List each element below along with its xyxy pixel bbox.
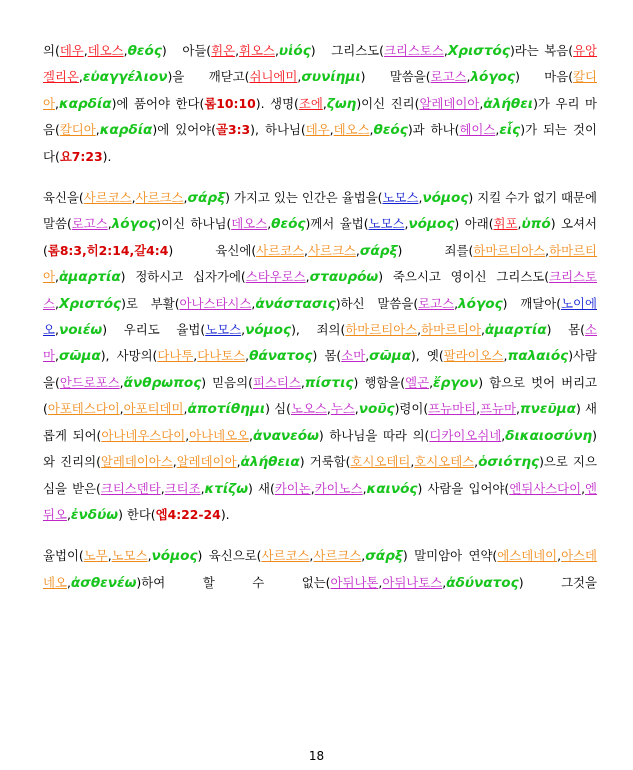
- transliteration: 데오스: [87, 43, 124, 58]
- greek-word: ἁμαρτία: [484, 322, 547, 339]
- body-text: ,: [304, 242, 308, 258]
- body-text: ,: [245, 348, 250, 364]
- body-text: )가 되는 것이다(: [43, 122, 597, 164]
- body-text: ,: [474, 454, 479, 470]
- body-text: )하여 할 수 없는(: [136, 574, 331, 590]
- body-text: ,: [326, 401, 331, 417]
- transliteration: 사르코스: [256, 242, 305, 258]
- transliteration: 로고스: [71, 216, 108, 232]
- transliteration: 아포테스다이: [47, 401, 120, 417]
- transliteration: 프뉴마: [480, 401, 516, 417]
- transliteration: 아나네우스다이: [101, 427, 186, 443]
- body-text: )로 부활(: [121, 295, 180, 311]
- transliteration: 안드로포스: [59, 374, 120, 390]
- body-text: ). 생명(: [255, 95, 299, 111]
- body-text: ,: [329, 122, 334, 138]
- body-text: ,: [418, 190, 423, 206]
- greek-word: σάρξ: [359, 242, 398, 259]
- greek-word: σάρξ: [187, 190, 226, 207]
- body-text: ) 한다(: [118, 506, 156, 522]
- body-text: ,: [442, 574, 447, 590]
- transliteration: 아나스타시스: [179, 295, 252, 311]
- paragraph-1: [43, 38, 597, 170]
- body-text: ,: [479, 95, 484, 111]
- transliteration: 엔뒤오: [43, 480, 598, 522]
- transliteration: 알레데이아스: [100, 454, 173, 470]
- body-text: ,: [123, 43, 128, 58]
- transliteration: 노모스: [382, 190, 419, 206]
- body-text: ,: [107, 548, 112, 564]
- page-number: 18: [308, 749, 325, 763]
- body-text: ) 하나님을 따라 의(: [318, 427, 430, 443]
- body-text: )과 하나(: [407, 122, 460, 138]
- body-text: ,: [322, 95, 327, 111]
- body-text: ,: [160, 480, 165, 496]
- body-text: ,: [172, 454, 177, 470]
- body-text: ) 그리스도(: [310, 43, 384, 58]
- greek-word: ἄνθρωπος: [123, 374, 202, 391]
- transliteration: 호시오테스: [414, 454, 475, 470]
- body-text: ,: [185, 427, 190, 443]
- body-text: ,: [54, 295, 59, 311]
- greek-word: νόμος: [151, 548, 198, 565]
- transliteration: 노모스: [205, 322, 242, 338]
- scripture-reference: 엡4:22-24: [155, 506, 221, 522]
- body-text: )사람을(: [43, 348, 597, 390]
- body-text: ) 오셔서(: [43, 216, 597, 258]
- body-text: )하신 말씀을(: [335, 295, 419, 311]
- body-text: ) 새(: [248, 480, 275, 496]
- greek-word: νοῦς: [358, 401, 395, 418]
- transliteration: 사르코스: [83, 190, 132, 206]
- greek-word: συνίημι: [301, 69, 361, 86]
- body-text: ,: [300, 374, 305, 390]
- transliteration: 하마르티아스: [473, 242, 546, 258]
- body-text: ) 사람을 입어야(: [417, 480, 510, 496]
- body-text: 율법이(: [43, 548, 84, 564]
- body-text: ) 몸(: [312, 348, 342, 364]
- transliteration: 노오스: [290, 401, 327, 417]
- greek-word: καρδία: [99, 122, 153, 139]
- transliteration: 소마: [341, 348, 366, 364]
- body-text: ) 몸(: [546, 322, 586, 338]
- body-text: ) 말씀을(: [360, 69, 431, 85]
- body-text: ,: [95, 122, 100, 138]
- greek-word: σῶμα: [369, 348, 411, 365]
- body-text: ,: [545, 242, 550, 258]
- transliteration: 엔뒤사스다이: [509, 480, 582, 496]
- body-text: ) 와 진리의(: [43, 427, 597, 470]
- body-text: ,: [119, 401, 124, 417]
- transliteration: 사르코스: [261, 548, 310, 564]
- greek-word: ἀνανεόω: [252, 427, 319, 444]
- transliteration: 데오스: [333, 122, 370, 138]
- scripture-reference: 골3:3: [215, 122, 251, 138]
- transliteration: 사르크스: [313, 548, 362, 564]
- greek-word: νόμος: [422, 190, 469, 207]
- body-text: ,: [410, 454, 415, 470]
- body-text: ) 행함을(: [353, 374, 406, 390]
- transliteration: 프뉴마티: [428, 401, 477, 417]
- transliteration: 쉬니에미: [249, 69, 298, 85]
- body-text: ) 그것을: [518, 574, 597, 590]
- greek-word: νοιέω: [58, 322, 103, 339]
- body-text: ,: [249, 427, 253, 443]
- body-text: ,: [107, 216, 112, 232]
- greek-word: ἀνάστασις: [255, 295, 336, 312]
- transliteration: 데우: [305, 122, 330, 138]
- greek-word: παλαιός: [507, 348, 569, 365]
- transliteration: 아포티데미: [123, 401, 184, 417]
- transliteration: 아나네오오: [189, 427, 250, 443]
- transliteration: 헤이스: [459, 122, 496, 138]
- body-text: ,: [193, 348, 198, 364]
- body-text: ,: [443, 43, 448, 58]
- greek-word: ἀσθενέω: [70, 574, 137, 591]
- body-text: ) 깨달아(: [502, 295, 562, 311]
- greek-word: ἀλήθει: [483, 95, 534, 112]
- transliteration: 하마르티아: [43, 242, 598, 285]
- body-text: )을 깨닫고(: [167, 69, 250, 85]
- greek-word: θεός: [127, 43, 162, 59]
- transliteration: 유앙겔리온: [43, 43, 598, 85]
- body-text: ,: [404, 216, 409, 232]
- body-text: ,: [495, 122, 500, 138]
- greek-word: ἀδύνατος: [446, 574, 519, 591]
- transliteration: 하마르티아: [421, 322, 481, 338]
- greek-word: εὐαγγέλιον: [82, 69, 168, 86]
- greek-word: ἔργον: [433, 374, 479, 391]
- greek-word: νόμος: [408, 216, 455, 233]
- body-text: ) 마음(: [515, 69, 574, 85]
- transliteration: 소마: [43, 322, 597, 364]
- body-text: ,: [236, 454, 241, 470]
- transliteration: 아뒤나토스: [382, 574, 443, 590]
- greek-word: κτίζω: [204, 480, 249, 497]
- scripture-reference: 요7:23: [59, 148, 103, 164]
- transliteration: 카이노스: [314, 480, 363, 496]
- transliteration: 크리스토스: [43, 269, 597, 311]
- greek-word: υἱός: [278, 43, 311, 59]
- transliteration: 아뒤나톤: [330, 574, 379, 590]
- body-text: ).: [102, 148, 112, 164]
- body-text: ,: [417, 322, 422, 338]
- greek-word: ἁμαρτία: [58, 269, 121, 286]
- transliteration: 엘곤: [405, 374, 430, 390]
- body-text: ,: [78, 69, 83, 85]
- body-text: )께서 율법(: [305, 216, 369, 232]
- body-text: ) 죄를(: [397, 242, 474, 258]
- body-text: ,: [365, 348, 370, 364]
- body-text: ) 지킬 수가 없기 때문에 말씀(: [43, 190, 597, 232]
- body-text: )에 품어야 한다(: [111, 95, 205, 111]
- body-text: ,: [517, 216, 522, 232]
- greek-word: σάρξ: [365, 548, 403, 565]
- body-text: ), 옛(: [410, 348, 444, 364]
- transliteration: 누스: [330, 401, 355, 417]
- greek-word: λόγος: [111, 216, 157, 233]
- body-text: ,: [378, 574, 383, 590]
- transliteration: 노모스: [111, 548, 148, 564]
- body-text: ,: [54, 95, 59, 111]
- transliteration: 노모스: [368, 216, 405, 232]
- greek-word: εἷς: [499, 122, 521, 139]
- body-text: ,: [83, 43, 88, 58]
- transliteration: 알레데이아: [419, 95, 480, 111]
- paragraph-2: [43, 185, 597, 528]
- body-text: ) 죽으시고 영이신 그리스도(: [378, 269, 550, 285]
- greek-word: ζωη: [326, 95, 357, 112]
- body-text: ) 새롭게 되어(: [43, 401, 597, 443]
- body-text: ,: [305, 269, 310, 285]
- transliteration: 크티스덴타: [100, 480, 161, 496]
- greek-word: σταυρόω: [309, 269, 379, 286]
- greek-word: Χριστός: [58, 295, 122, 312]
- scripture-reference: 롬10:10: [204, 95, 256, 111]
- transliteration: 스타우로스: [245, 269, 306, 285]
- body-text: ,: [476, 401, 481, 417]
- body-text: ) 정하시고 십자가에(: [120, 269, 246, 285]
- transliteration: 아스데네오: [43, 548, 597, 590]
- body-text: ,: [200, 480, 205, 496]
- transliteration: 데오스: [231, 216, 268, 232]
- body-text: ,: [369, 122, 374, 138]
- body-text: ) 심(: [265, 401, 291, 417]
- transliteration: 데우: [59, 43, 84, 58]
- body-text: ) 육신으로(: [197, 548, 262, 564]
- scripture-reference: 롬8:3,히2:14,갈4:4: [47, 242, 169, 258]
- body-text: ).: [220, 506, 230, 522]
- transliteration: 휘온: [211, 43, 236, 58]
- transliteration: 사르크스: [308, 242, 356, 258]
- body-text: 육신을(: [43, 190, 84, 206]
- body-text: ,: [54, 348, 59, 364]
- body-text: ) 거룩함(: [299, 454, 351, 470]
- body-text: ) 가지고 있는 인간은 율법을(: [225, 190, 383, 206]
- greek-word: δικαιοσύνη: [505, 427, 593, 444]
- transliteration: 휘포: [493, 216, 518, 232]
- body-text: ,: [515, 401, 520, 417]
- body-text: ,: [557, 548, 562, 564]
- body-text: ,: [183, 401, 188, 417]
- body-text: ,: [66, 506, 71, 522]
- transliteration: 조에: [298, 95, 323, 111]
- body-text: ,: [235, 43, 240, 58]
- body-text: ), 하나님(: [250, 122, 306, 138]
- greek-word: ἀλήθεια: [240, 454, 300, 471]
- greek-word: ὁσιότης: [478, 454, 540, 471]
- body-text: ,: [309, 548, 314, 564]
- transliteration: 하마르티아스: [345, 322, 418, 338]
- greek-word: Χριστός: [447, 43, 510, 59]
- transliteration: 노이에오: [43, 295, 597, 338]
- body-text: ,: [466, 69, 471, 85]
- transliteration: 노무: [83, 548, 108, 564]
- transliteration: 카이논: [274, 480, 311, 496]
- greek-word: θεός: [373, 122, 408, 139]
- body-text: )가 우리 마음(: [43, 95, 597, 138]
- paragraph-3: [43, 543, 597, 596]
- body-text: )에 있어야(: [152, 122, 216, 138]
- body-text: ,: [66, 574, 71, 590]
- body-text: ) 말미암아 연약(: [402, 548, 498, 564]
- transliteration: 칼디아: [43, 69, 597, 111]
- transliteration: 칼디아: [59, 122, 96, 138]
- greek-word: σῶμα: [58, 348, 101, 365]
- transliteration: 다나토스: [197, 348, 246, 364]
- body-text: ,: [503, 348, 508, 364]
- body-text: ,: [480, 322, 485, 338]
- body-text: ,: [119, 374, 124, 390]
- body-text: ,: [501, 427, 506, 443]
- body-text: ,: [267, 216, 272, 232]
- greek-word: θεός: [271, 216, 306, 233]
- body-text: ,: [297, 69, 302, 85]
- greek-word: ἐνδύω: [70, 506, 119, 523]
- body-text: ) 우리도 율법(: [102, 322, 206, 338]
- transliteration: 알레데이아: [176, 454, 237, 470]
- transliteration: 팔라이오스: [443, 348, 504, 364]
- body-text: )이신 진리(: [356, 95, 420, 111]
- body-text: ) 함으로 벗어 버리고(: [43, 374, 598, 417]
- body-text: ), 죄의(: [291, 322, 346, 338]
- body-text: ,: [241, 322, 246, 338]
- transliteration: 호시오테티: [350, 454, 411, 470]
- transliteration: 다나투: [157, 348, 194, 364]
- body-text: ) 아들(: [161, 43, 212, 58]
- transliteration: 로고스: [418, 295, 455, 311]
- transliteration: 피스티스: [252, 374, 301, 390]
- greek-word: ἀποτίθημι: [187, 401, 266, 418]
- body-text: ,: [310, 480, 315, 496]
- body-text: 의(: [43, 43, 60, 58]
- greek-word: νόμος: [245, 322, 292, 339]
- greek-word: θάνατος: [249, 348, 313, 365]
- body-text: ,: [581, 480, 586, 496]
- greek-word: ὑπό: [521, 216, 551, 233]
- paragraph-gap: [43, 170, 597, 185]
- body-text: ,: [54, 322, 59, 338]
- body-text: ,: [54, 269, 59, 285]
- greek-word: καινός: [366, 480, 418, 497]
- body-text: ,: [361, 548, 366, 564]
- body-text: ,: [429, 374, 434, 390]
- greek-word: λόγος: [458, 295, 503, 312]
- body-text: ) 믿음의(: [201, 374, 253, 390]
- body-text: ,: [274, 43, 279, 58]
- body-text: ), 사망의(: [100, 348, 158, 364]
- transliteration: 크리스토스: [383, 43, 444, 58]
- body-text: )이신 하나님(: [156, 216, 232, 232]
- transliteration: 디카이오쉬네: [429, 427, 502, 443]
- body-text: ) 육신에(: [168, 242, 257, 258]
- greek-word: καρδία: [58, 95, 112, 112]
- body-text: )라는 복음(: [509, 43, 574, 58]
- transliteration: 에스데네이: [497, 548, 558, 564]
- body-text: )령이(: [394, 401, 429, 417]
- transliteration: 사르크스: [135, 190, 184, 206]
- greek-word: λόγος: [470, 69, 516, 86]
- body-text: ,: [147, 548, 152, 564]
- body-text: ,: [183, 190, 188, 206]
- body-text: ) 아래(: [454, 216, 494, 232]
- body-text: ,: [251, 295, 256, 311]
- transliteration: 로고스: [430, 69, 467, 85]
- body-text: ,: [362, 480, 367, 496]
- body-text: ,: [131, 190, 136, 206]
- greek-word: πνεῦμα: [519, 401, 577, 418]
- greek-word: πίστις: [304, 374, 354, 391]
- body-text: ,: [355, 242, 360, 258]
- body-text: )으로 지으심을 받은(: [43, 454, 597, 496]
- transliteration: 크티조: [164, 480, 201, 496]
- transliteration: 휘오스: [239, 43, 275, 58]
- body-text: ,: [354, 401, 359, 417]
- paragraph-gap: [43, 528, 597, 543]
- body-text: ,: [454, 295, 459, 311]
